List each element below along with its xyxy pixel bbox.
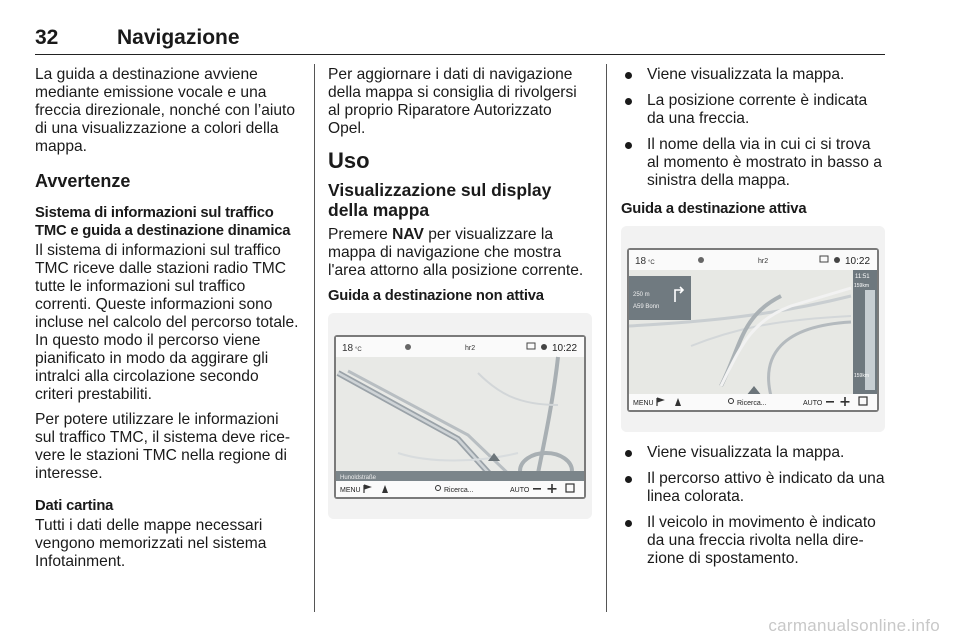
intro-paragraph: La guida a destinazione avviene mediante emissione vocale e una freccia direzionale, nonché con l’aiuto di una visualizzazione a colori della mappa. (35, 66, 296, 155)
list-item-text: Viene visualizzata la mappa. (647, 66, 845, 83)
turn-distance: 250 m (633, 292, 650, 298)
bullet-list-bottom (621, 444, 887, 568)
gear-icon (834, 257, 840, 263)
road-name: A59 Bonn (633, 304, 660, 310)
heading-tmc: Sistema di informazioni sul traffico TMC e guida a destinazione dinamica (35, 205, 291, 239)
status-temp: 18 (342, 343, 354, 354)
map-inactive-image (328, 313, 592, 519)
map-active-image (621, 226, 885, 432)
column-2 (328, 66, 590, 531)
status-time: 10:22 (552, 343, 578, 354)
caption-inactive: Guida a destinazione non attiva (328, 288, 544, 304)
list-item-text: Il nome della via in cui ci si trova al momento è mostrato in basso a sinistra della mappa. (647, 136, 882, 189)
status-station: hr2 (758, 258, 769, 265)
press-text: Premere (328, 226, 393, 243)
location-icon (698, 257, 704, 263)
temp-unit: °C (355, 347, 362, 353)
remaining-distance-top: 159km (854, 283, 870, 289)
update-paragraph: Per aggiornare i dati di navigazione della mappa si consiglia di rivolgersi al proprio Riparatore Autorizzato Opel. (328, 66, 577, 137)
tmc-paragraph: Il sistema di informazioni sul traffico TMC riceve dalle stazioni radio TMC tutte le informazioni sul traffico correnti. Queste informazioni sono incluse nel calcolo del percorso totale. In questo modo il percorso viene pianificato in modo da aggirare gli intralci alla circolazione secondo criteri prestabiliti. (35, 242, 299, 403)
location-icon (405, 344, 411, 350)
watermark: carmanualsonline.info (768, 616, 940, 635)
list-item-text: Viene visualizzata la mappa. (647, 444, 845, 461)
eta-time: 11:51 (855, 274, 870, 280)
press-text-after: per visualizzare la mappa di navigazione che mostra l'area attorno alla posizione corrente. (328, 226, 584, 279)
status-time: 10:22 (845, 256, 871, 267)
press-nav-paragraph (328, 226, 590, 280)
page-number: 32 (35, 26, 59, 49)
section-title: Navigazione (117, 26, 240, 49)
status-temp: 18 (635, 256, 647, 267)
zoom-out-icon[interactable] (826, 401, 834, 403)
heading-uso: Uso (328, 148, 370, 173)
status-station: hr2 (465, 345, 476, 352)
search-button[interactable]: Ricerca... (737, 400, 767, 407)
bullet-list-top (621, 66, 887, 190)
zoom-out-icon[interactable] (533, 488, 541, 490)
heading-avvertenze: Avvertenze (35, 171, 131, 191)
list-item-text: La posizione corrente è indicata da una freccia. (647, 92, 868, 127)
column-3 (621, 66, 887, 578)
list-item (621, 66, 887, 84)
column-divider (314, 64, 315, 612)
auto-zoom-button[interactable]: AUTO (803, 400, 823, 407)
auto-zoom-button[interactable]: AUTO (510, 487, 530, 494)
list-item (621, 136, 887, 190)
list-item (621, 444, 887, 462)
tmc-paragraph-2: Per potere utilizzare le informazioni sul traffico TMC, il sistema deve rice-vere le stazioni TMC nella regione di interesse. (35, 411, 291, 482)
gear-icon (541, 344, 547, 350)
street-name: Hunoldstraße (340, 475, 377, 481)
list-item (621, 514, 887, 568)
temp-unit: °C (648, 260, 655, 266)
page-header (35, 26, 885, 55)
column-divider (606, 64, 607, 612)
heading-dati-cartina: Dati cartina (35, 498, 114, 514)
caption-active: Guida a destinazione attiva (621, 201, 807, 217)
column-1 (35, 66, 301, 578)
list-item (621, 92, 887, 128)
heading-visualizzazione: Visualizzazione sul display della mappa (328, 180, 552, 220)
list-item-text: Il percorso attivo è indicato da una linea colorata. (647, 470, 885, 505)
menu-button[interactable]: MENU (340, 487, 361, 494)
list-item (621, 470, 887, 506)
nav-key: NAV (392, 226, 424, 243)
list-item-text: Il veicolo in movimento è indicato da una freccia rivolta nella dire-zione di spostamento. (647, 514, 876, 567)
dati-paragraph: Tutti i dati delle mappe necessari vengono memorizzati nel sistema Infotainment. (35, 517, 267, 570)
search-button[interactable]: Ricerca... (444, 487, 474, 494)
remaining-distance-bottom: 159km (854, 373, 870, 379)
screenshot-map-inactive (328, 313, 592, 519)
menu-button[interactable]: MENU (633, 400, 654, 407)
screenshot-map-active (621, 226, 885, 432)
